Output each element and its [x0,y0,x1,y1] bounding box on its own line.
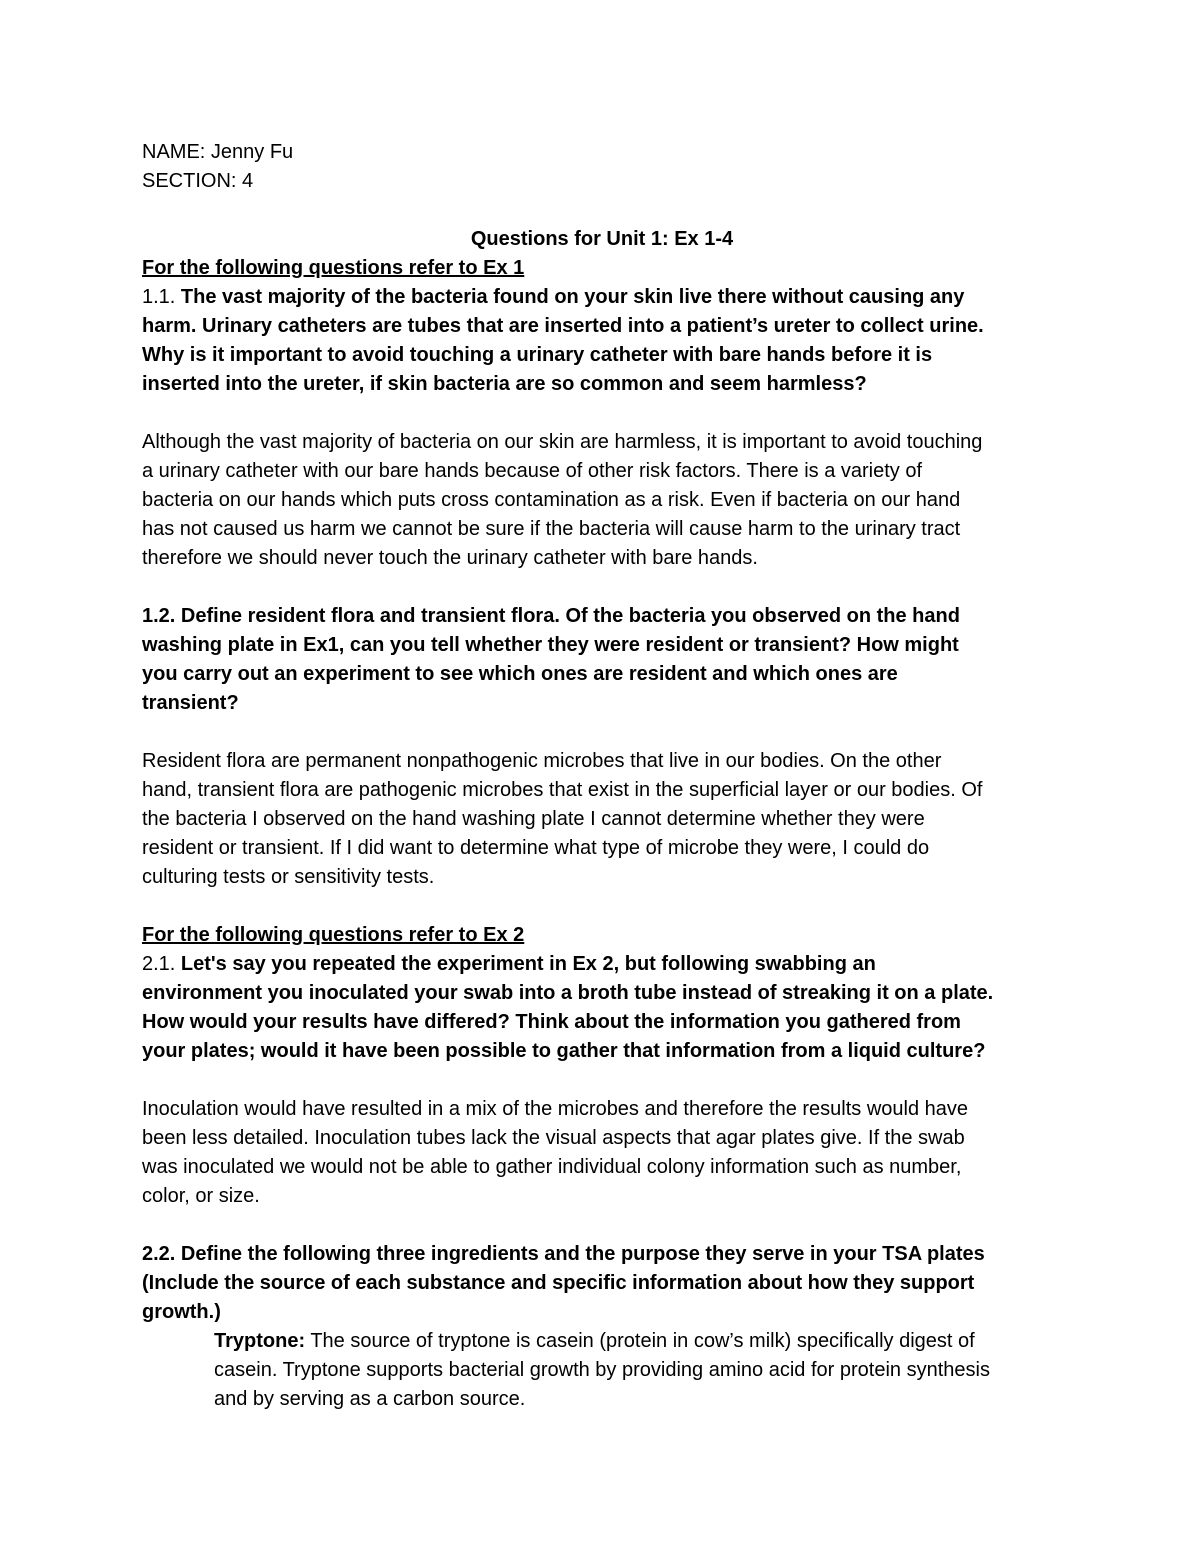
tryptone-text: The source of tryptone is casein (protein in cow’s milk) specifically digest of [305,1330,975,1352]
document-page [142,138,1062,1414]
question-text: Let's say you repeated the experiment in Ex 2, but following swabbing an [175,953,876,975]
question-2-2-line: (Include the source of each substance and specific information about how they support [142,1272,975,1294]
spacer [142,196,1062,225]
question-1-1-line: Why is it important to avoid touching a urinary catheter with bare hands before it is [142,344,933,366]
answer-1-2-line: resident or transient. If I did want to determine what type of microbe they were, I could do [142,837,930,859]
tryptone-line: casein. Tryptone supports bacterial growth by providing amino acid for protein synthesis [214,1359,990,1381]
answer-2-1-line: been less detailed. Inoculation tubes lack the visual aspects that agar plates give. If the swab [142,1127,965,1149]
spacer [142,718,1062,747]
answer-2-1-line: Inoculation would have resulted in a mix of the microbes and therefore the results would have [142,1098,969,1120]
page-title: Questions for Unit 1: Ex 1-4 [470,228,734,250]
question-number: 1.1. [142,286,176,308]
spacer [142,573,1062,602]
answer-1-1-line: a urinary catheter with our bare hands because of other risk factors. There is a variety of [142,460,923,482]
question-2-1-line [142,950,1062,979]
student-section: SECTION: 4 [142,170,254,192]
answer-2-1-line: was inoculated we would not be able to gather individual colony information such as number, [142,1156,962,1178]
answer-1-1-line: has not caused us harm we cannot be sure if the bacteria will cause harm to the urinary tract [142,518,961,540]
question-1-2-line: 1.2. Define resident flora and transient flora. Of the bacteria you observed on the hand [142,605,960,627]
question-1-2-line: washing plate in Ex1, can you tell whether they were resident or transient? How might [142,634,959,656]
question-2-1-line: your plates; would it have been possible to gather that information from a liquid culture? [142,1040,986,1062]
answer-1-1-line: bacteria on our hands which puts cross contamination as a risk. Even if bacteria on our hand [142,489,961,511]
tryptone-label: Tryptone: [214,1330,306,1352]
question-2-1-line: How would your results have differed? Think about the information you gathered from [142,1011,961,1033]
answer-1-2-line: hand, transient flora are pathogenic microbes that exist in the superficial layer or our bodies. Of [142,779,983,801]
answer-1-1-line: Although the vast majority of bacteria on our skin are harmless, it is important to avoid touching [142,431,983,453]
answer-1-1-line: therefore we should never touch the urinary catheter with bare hands. [142,547,758,569]
ex2-heading: For the following questions refer to Ex 2 [142,924,525,946]
question-2-1-line: environment you inoculated your swab into a broth tube instead of streaking it on a plate. [142,982,994,1004]
question-text: The vast majority of the bacteria found on your skin live there without causing any [175,286,965,308]
question-1-2-line: transient? [142,692,239,714]
spacer [142,1211,1062,1240]
question-1-1-line: harm. Urinary catheters are tubes that are inserted into a patient’s ureter to collect urine. [142,315,984,337]
answer-2-1-line: color, or size. [142,1185,260,1207]
answer-1-2-line: Resident flora are permanent nonpathogenic microbes that live in our bodies. On the other [142,750,942,772]
ex1-heading: For the following questions refer to Ex 1 [142,257,525,279]
tryptone-line [142,1327,1062,1356]
question-1-1-line [142,283,1062,312]
answer-1-2-line: culturing tests or sensitivity tests. [142,866,435,888]
question-number: 2.1. [142,953,176,975]
spacer [142,892,1062,921]
spacer [142,399,1062,428]
question-2-2-line: growth.) [142,1301,221,1323]
answer-1-2-line: the bacteria I observed on the hand washing plate I cannot determine whether they were [142,808,925,830]
student-name: NAME: Jenny Fu [142,141,294,163]
question-1-2-line: you carry out an experiment to see which ones are resident and which ones are [142,663,898,685]
spacer [142,1066,1062,1095]
question-1-1-line: inserted into the ureter, if skin bacteria are so common and seem harmless? [142,373,867,395]
question-2-2-line: 2.2. Define the following three ingredients and the purpose they serve in your TSA plates [142,1243,985,1265]
tryptone-line: and by serving as a carbon source. [214,1388,526,1410]
